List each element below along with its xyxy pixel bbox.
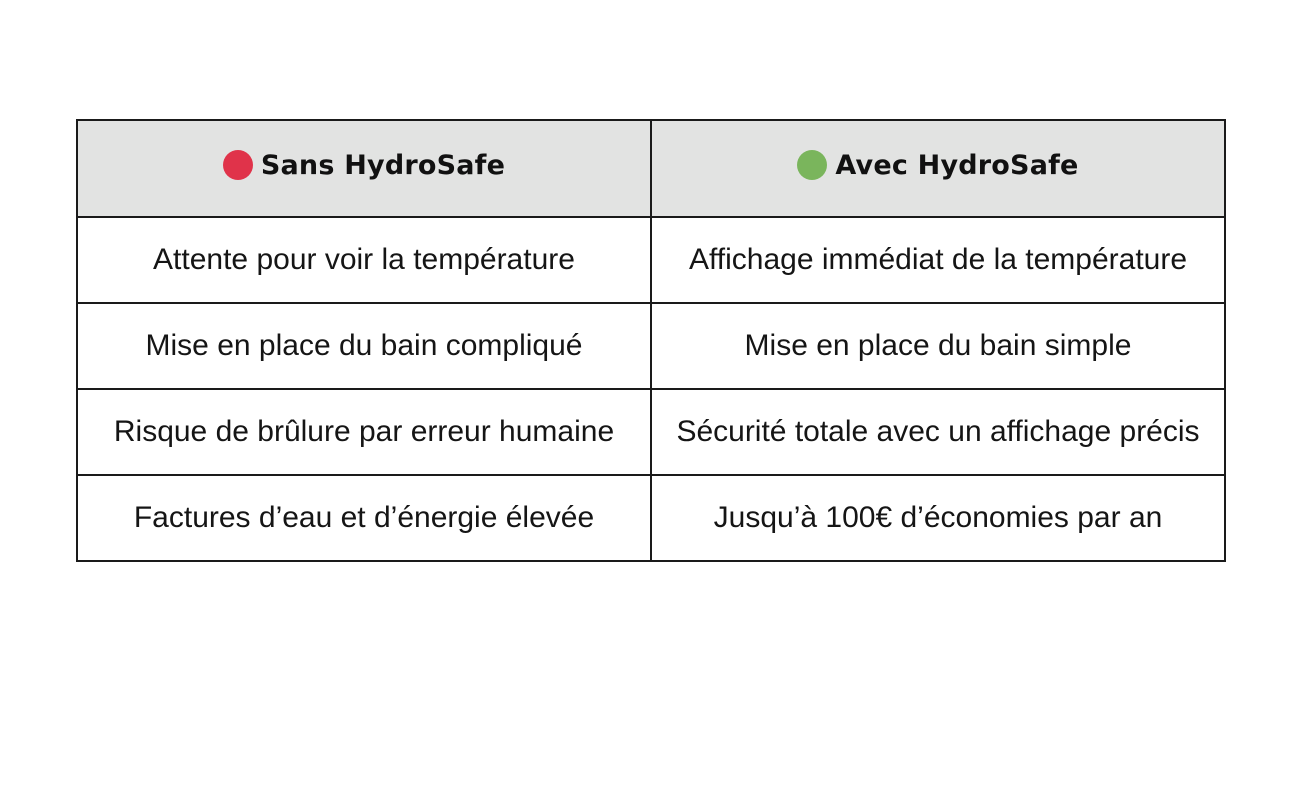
table-cell-without: Risque de brûlure par erreur humaine (77, 389, 651, 475)
green-circle-icon (797, 150, 827, 180)
header-with-hydrosafe (651, 120, 1225, 217)
table-row (77, 303, 1225, 389)
table-row (77, 475, 1225, 561)
table-header-row (77, 120, 1225, 217)
header-label: Avec HydroSafe (835, 149, 1079, 181)
table-cell-with: Jusqu’à 100€ d’économies par an (651, 475, 1225, 561)
table-row (77, 389, 1225, 475)
table-cell-with: Affichage immédiat de la température (651, 217, 1225, 303)
table-cell-with: Mise en place du bain simple (651, 303, 1225, 389)
comparison-table (76, 119, 1226, 562)
red-circle-icon (223, 150, 253, 180)
table-cell-without: Attente pour voir la température (77, 217, 651, 303)
header-without-hydrosafe (77, 120, 651, 217)
header-label: Sans HydroSafe (260, 149, 506, 181)
table-cell-without: Factures d’eau et d’énergie élevée (77, 475, 651, 561)
table-cell-with: Sécurité totale avec un affichage précis (651, 389, 1225, 475)
table-row (77, 217, 1225, 303)
table-cell-without: Mise en place du bain compliqué (77, 303, 651, 389)
